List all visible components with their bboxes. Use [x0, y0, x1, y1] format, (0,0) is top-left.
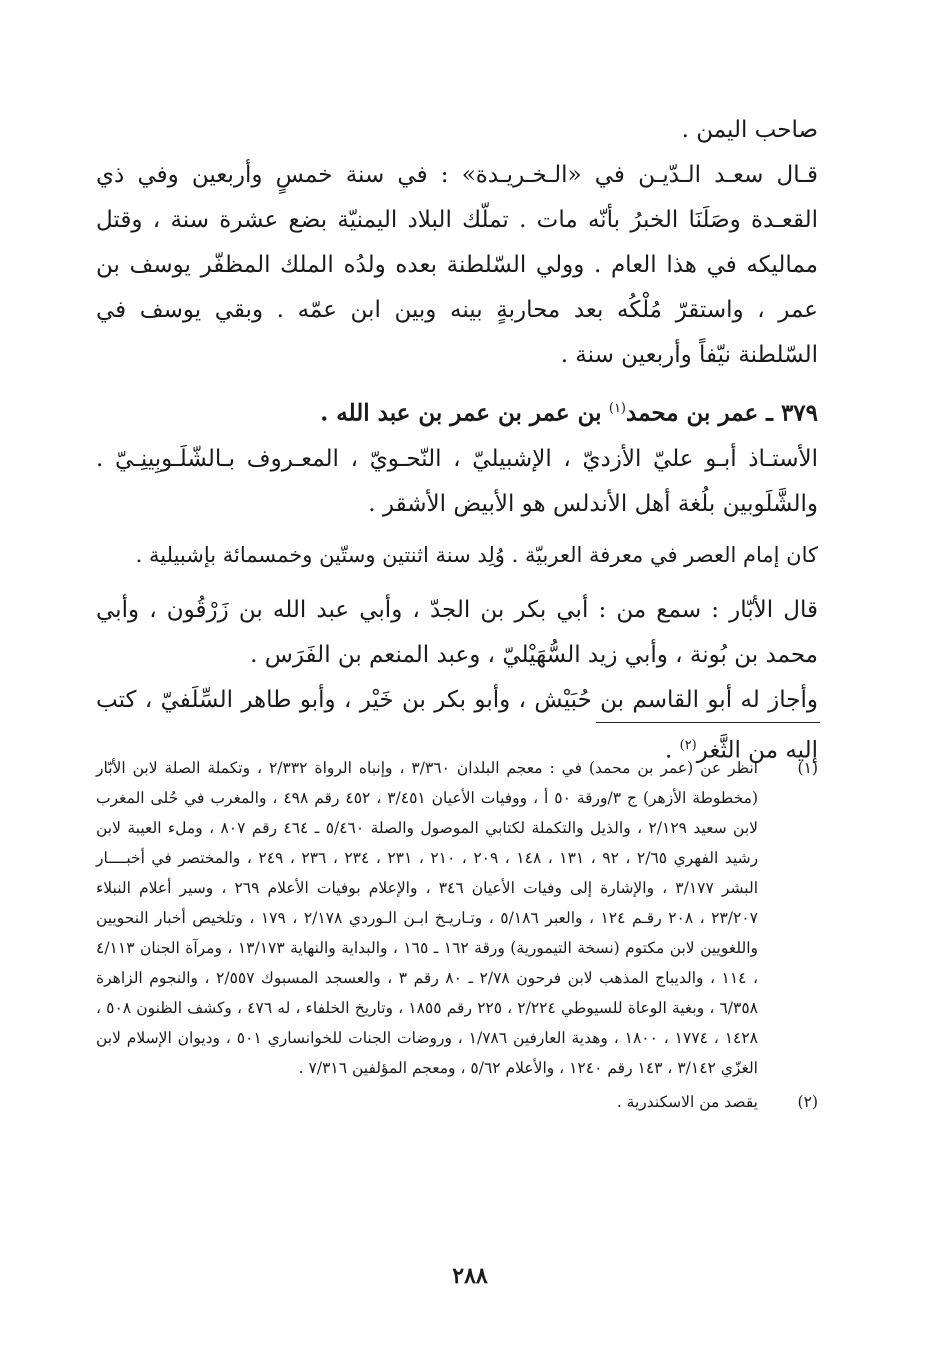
- main-text: [96, 108, 818, 773]
- paragraph-7-text: وأجاز له أبو القاسم بن حُبَيْش ، وأبو بكر بن خَيْر ، وأبو طاهر السِّلَفيّ ، كتب إليه من الثَّغر: [96, 686, 818, 764]
- footnote-2-text: يقصد من الاسكندرية .: [616, 1093, 758, 1111]
- paragraph-4: الأستـاذ أبـو عليّ الأزديّ ، الإشبيليّ ، النّحـويّ ، المعـروف بـالشّلَـوبِينِـيّ . والشَّلَوبين بلُغة أهل الأندلس هو الأبيض الأشقر .: [96, 445, 818, 517]
- footnotes: [96, 753, 818, 1117]
- entry-number-name: ٣٧٩ ـ عمر بن محمد: [626, 399, 818, 427]
- footnote-ref-2[interactable]: (٢): [679, 737, 697, 753]
- paragraph-5: كان إمام العصر في معرفة العربيّة . وُلِد سنة اثنتين وستّين وخمسمائة بإشبيلية .: [135, 542, 818, 567]
- entry-rest: بن عمر بن عمر بن عبد الله .: [320, 399, 602, 427]
- paragraph-6: قال الأبّار : سمع من : أبي بكر بن الجدّ ، وأبي عبد الله بن زَرْقُون ، وأبي محمد بن بُونة ، وأبي زيد السُّهَيْليّ ، وعبد المنعم بن الفَرَس .: [96, 596, 818, 668]
- entry-heading: [96, 386, 818, 437]
- footnote-ref-1[interactable]: (١): [608, 401, 626, 416]
- paragraph-1: صاحب اليمن .: [681, 117, 818, 143]
- paragraph-2: قـال سعـد الـدّيـن في «الـخـريـدة» : في سنة خمسٍ وأربعين وفي ذي القعـدة وصَلَنَا الخبرُ بأنّه مات . تملّك البلاد اليمنيّة بضع عشرة سنة ، وقتل مماليكه في هذا العام . وولي السّلطنة بعده ولدُه الملك المظفّر يوسف بن عمر ، واستقرّ مُلْكُه بعد محاربةٍ بينه وبين ابن عمّه . وبقي يوسف في السّلطنة نيّفاً وأربعين سنة .: [96, 162, 818, 368]
- paragraph-7-end: .: [664, 737, 680, 764]
- footnote-2: [96, 1087, 818, 1117]
- footnote-1-text: انظر عن (عمر بن محمد) في : معجم البلدان ٣/٣٦٠ ، وإنباه الرواة ٢/٣٣٢ ، وتكملة الصلة لابن الأبّار (مخطوطة الأزهر) ج ٣/ورقة ٥٠ أ ، ووفيات الأعيان ٣/٤٥١ ، ٤٥٢ رقم ٤٩٨ ، والمغرب في حُلى المغرب لابن سعيد ٢/١٢٩ ، والذيل والتكملة لكتابي الموصول والصلة ٥/٤٦٠ ـ ٤٦٤ رقم ٨٠٧ ، وملء العيبة لابن رشيد الفهري ٢/٦٥ ، ٩٢ ، ١٣١ ، ١٤٨ ، ٢٠٩ ، ٢١٠ ، ٢٣١ ، ٢٣٤ ، ٢٣٦ ، ٢٤٩ ، والمختصر في أخبــــار البشر ٣/١٧٧ ، والإشارة إلى وفيات الأعيان ٣٤٦ ، والإعلام بوفيات الأعلام ٢٦٩ ، وسير أعلام النبلاء ٢٣/٢٠٧ ، ٢٠٨ رقـم ١٢٤ ، والعبر ٥/١٨٦ ، وتـاريـخ ابـن الـوردي ٢/١٧٨ ، ١٧٩ ، وتلخيص أخبار النحويين واللغويين لابن مكتوم (نسخة التيمورية) ورقة ١٦٢ ـ ١٦٥ ، والبداية والنهاية ١٣/١٧٣ ، ومرآة الجنان ٤/١١٣ ، ١١٤ ، والديباج المذهب لابن فرحون ٢/٧٨ ـ ٨٠ رقم ٣ ، والعسجد المسبوك ٢/٥٥٧ ، والنجوم الزاهرة ٦/٣٥٨ ، وبغية الوعاة للسيوطي ٢/٢٢٤ ، ٢٢٥ رقم ١٨٥٥ ، وتاريخ الخلفاء ، له ٤٧٦ ، وكشف الظنون ٥٠٨ ، ١٤٢٨ ، ١٧٧٤ ، ١٨٠٠ ، وهدية العارفين ١/٧٨٦ ، وروضات الجنات للخوانساري ٥٠١ ، وديوان الإسلام لابن الغزّي ٣/١٤٢ ، ١٤٣ رقم ١٢٤٠ ، والأعلام ٥/٦٢ ، ومعجم المؤلفين ٧/٣١٦ .: [96, 759, 759, 1077]
- footnote-separator: [596, 722, 820, 723]
- page-number: ٢٨٨: [452, 1263, 488, 1289]
- footnote-2-number: (٢): [797, 1093, 818, 1111]
- footnote-1-number: (١): [797, 759, 818, 777]
- footnote-1: [96, 753, 818, 1083]
